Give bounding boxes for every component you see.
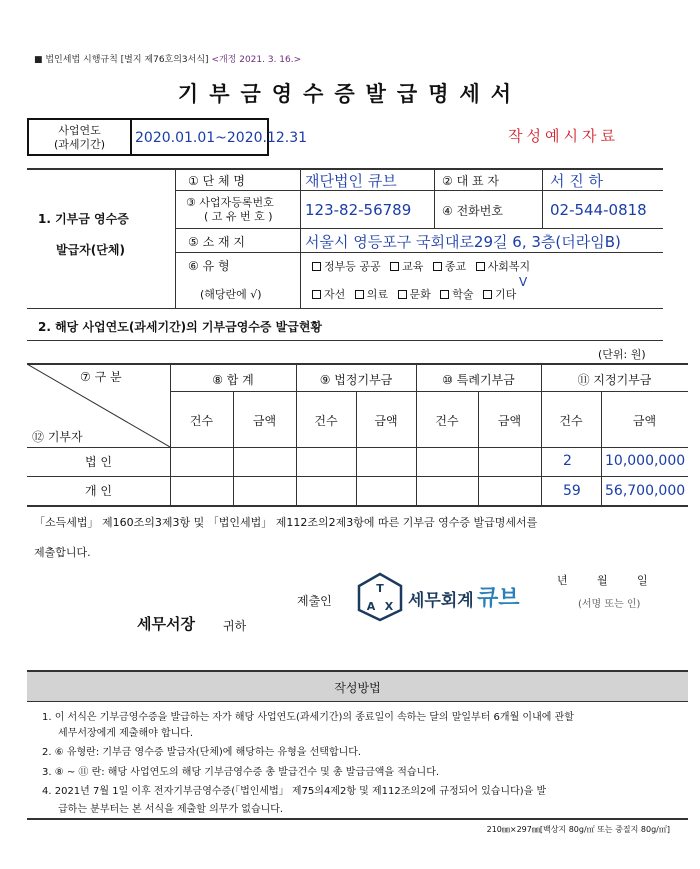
sub-count: 건수: [435, 414, 459, 428]
submitter-label: 제출인: [297, 594, 332, 608]
recipient: 세무서장: [137, 615, 195, 633]
group-total: ⑧ 합 계: [212, 373, 254, 387]
checkbox-religion[interactable]: [433, 262, 442, 271]
row-label-individual: 개 인: [85, 484, 112, 498]
divider: [27, 476, 688, 477]
fiscal-year-label: [27, 118, 132, 156]
option-religion: 종교: [444, 260, 467, 273]
date-year: 년: [557, 574, 568, 587]
divider: [300, 168, 301, 228]
sub-count: 건수: [189, 414, 214, 428]
checkbox-charity[interactable]: [312, 290, 321, 299]
logo-letter-a: A: [366, 600, 376, 613]
section1-bottom-border: [27, 308, 663, 309]
rep-label: ② 대 표 자: [442, 174, 499, 188]
rep-value: 서 진 하: [550, 172, 604, 190]
row-label-corporation: 법 인: [85, 455, 112, 469]
method-line1: 1. 이 서식은 기부금영수증을 발급하는 자가 해당 사업연도(과세기간)의 종료일이 속하는 달의 말일부터 6개월 이내에 관할: [42, 712, 574, 723]
divider: [233, 391, 234, 506]
divider: [356, 391, 357, 506]
divider: [27, 701, 688, 702]
org-name-value: 재단법인 큐브: [305, 172, 397, 190]
divider: [170, 391, 688, 392]
method-bottom-border: [27, 818, 688, 820]
divider: [434, 168, 435, 228]
fiscal-year-value: 2020.01.01~2020.12.31: [132, 118, 269, 156]
fiscal-year-label-line2: (과세기간): [53, 138, 106, 151]
type-options-row1: [312, 258, 530, 274]
group-designated: ⑪ 지정기부금: [577, 373, 652, 387]
method-line1b: 세무서장에게 제출해야 합니다.: [58, 728, 194, 739]
option-charity: 자선: [324, 288, 346, 301]
corporation-designated-amount: 10,000,000: [605, 453, 686, 469]
type-label: ⑥ 유 형: [188, 259, 230, 273]
option-welfare: 사회복지: [487, 260, 531, 273]
sign-note: (서명 또는 인): [578, 599, 641, 610]
checkbox-welfare[interactable]: [476, 262, 485, 271]
sub-amount: 금액: [497, 414, 522, 428]
biz-no-value: 123-82-56789: [305, 201, 412, 219]
recipient-suffix: 귀하: [223, 619, 247, 633]
option-public: 정부등 공공: [324, 260, 381, 273]
sub-amount: 금액: [632, 414, 657, 428]
unit-label: (단위: 원): [598, 348, 646, 361]
checkbox-public[interactable]: [312, 262, 321, 271]
divider: [542, 168, 543, 228]
group-statutory: ⑨ 법정기부금: [319, 373, 393, 387]
stamp-text: 세무회계: [408, 591, 474, 611]
check-mark: V: [519, 275, 528, 289]
method-title: 작성방법: [334, 681, 381, 695]
method-line4b: 급하는 분부터는 본 서식을 제출할 의무가 없습니다.: [58, 804, 284, 815]
option-culture: 문화: [409, 288, 431, 301]
legal-ref-text: ■ 법인세법 시행규칙 [별지 제76호의3서식]: [34, 55, 209, 65]
checkbox-academic[interactable]: [440, 290, 449, 299]
individual-designated-count: 59: [563, 483, 581, 499]
sub-count: 건수: [314, 414, 338, 428]
option-education: 교육: [402, 260, 424, 273]
divider: [175, 228, 663, 229]
section2-heading-underline: [27, 340, 663, 341]
stamp-brand: 큐브: [477, 586, 520, 611]
section1-heading: 1. 기부금 영수증: [38, 212, 129, 226]
divider: [175, 168, 176, 308]
sub-count: 건수: [559, 414, 583, 428]
page-title: 기부금영수증발급명세서: [177, 82, 523, 106]
divider: [27, 447, 688, 448]
biz-no-label-2: ( 고 유 번 호 ): [204, 210, 273, 223]
option-other: 기타: [495, 288, 517, 301]
type-options-row2: [312, 286, 516, 302]
method-line4: 4. 2021년 7월 1일 이후 전자기부금영수증(「법인세법」 제75의4제2항 및 제112조의2에 규정되어 있습니다)을 발: [42, 786, 547, 797]
section2-heading: 2. 해당 사업연도(과세기간)의 기부금영수증 발급현황: [38, 320, 323, 334]
paper-spec: 210㎜×297㎜[백상지 80g/㎡ 또는 중질지 80g/㎡]: [486, 825, 670, 834]
corporation-designated-count: 2: [563, 453, 572, 469]
date-month: 월: [597, 574, 608, 587]
method-line3: 3. ⑧ ~ ⑪ 란: 해당 사업연도의 해당 기부금영수증 총 발급건수 및 총 발급금액을 적습니다.: [42, 767, 440, 778]
sub-amount: 금액: [252, 414, 277, 428]
method-line2: 2. ⑥ 유형란: 기부금 영수증 발급자(단체)에 해당하는 유형을 선택합니다.: [42, 747, 362, 758]
divider: [478, 391, 479, 506]
divider: [175, 252, 663, 253]
option-academic: 학술: [452, 288, 474, 301]
option-medical: 의료: [366, 288, 389, 301]
checkbox-culture[interactable]: [398, 290, 407, 299]
tax-logo-icon: [357, 572, 403, 622]
checkbox-medical[interactable]: [355, 290, 364, 299]
sample-mark: 작성예시자료: [508, 127, 619, 145]
divider: [300, 228, 301, 308]
logo-letter-t: T: [376, 582, 384, 595]
phone-label: ④ 전화번호: [442, 204, 503, 218]
statement-line2: 제출합니다.: [34, 546, 91, 559]
category-header: ⑦ 구 분: [80, 370, 122, 384]
checkbox-other[interactable]: [483, 290, 492, 299]
divider: [601, 391, 602, 506]
address-label: ⑤ 소 재 지: [188, 235, 245, 249]
address-value: 서울시 영등포구 국회대로29길 6, 3층(더라임B): [305, 233, 621, 251]
phone-value: 02-544-0818: [550, 201, 647, 219]
donor-header: ⑫ 기부자: [32, 430, 83, 444]
sub-amount: 금액: [374, 414, 398, 428]
org-name-label: ① 단 체 명: [188, 174, 245, 188]
type-note: (해당란에 √): [200, 288, 262, 301]
revision-date: <개정 2021. 3. 16.>: [211, 55, 302, 65]
checkbox-education[interactable]: [390, 262, 399, 271]
logo-letter-x: X: [384, 600, 394, 613]
table-bottom-border: [27, 505, 688, 507]
statement-line1: 「소득세법」 제160조의3제3항 및 「법인세법」 제112조의2제3항에 따른 기부금 영수증 발급명세서를: [34, 516, 538, 529]
date-day: 일: [637, 574, 648, 587]
individual-designated-amount: 56,700,000: [605, 483, 686, 499]
fiscal-year-label-line1: 사업연도: [58, 124, 101, 137]
legal-reference: [34, 52, 301, 65]
biz-no-label: ③ 사업자등록번호: [186, 196, 274, 209]
section1-heading-2: 발급자(단체): [56, 243, 125, 257]
group-special: ⑩ 특례기부금: [442, 373, 515, 387]
